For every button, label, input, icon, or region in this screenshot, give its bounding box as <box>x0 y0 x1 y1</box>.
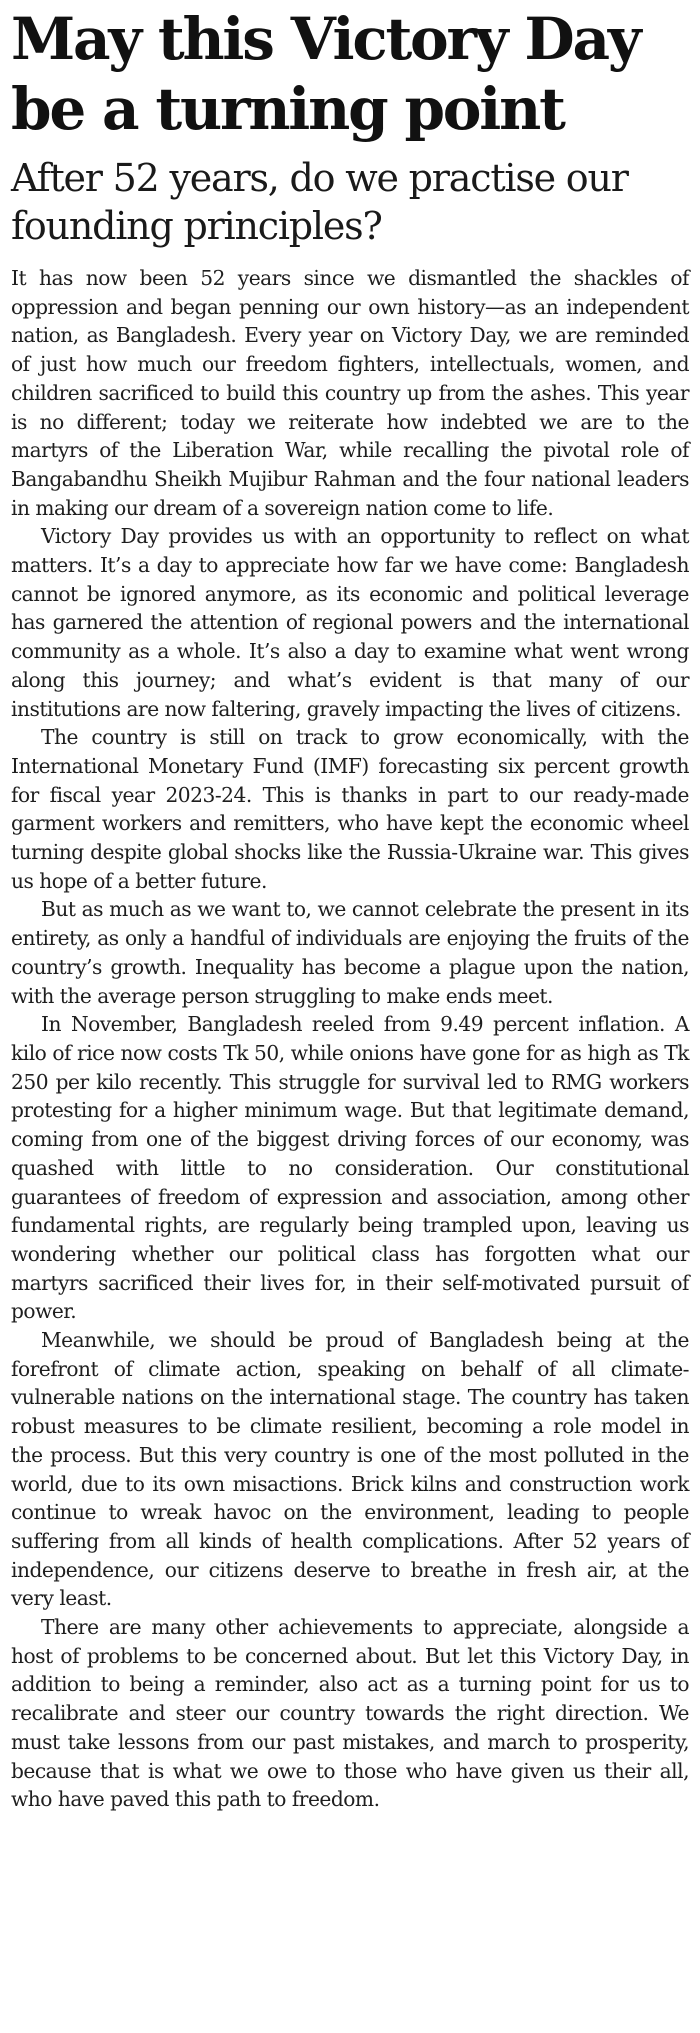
subheadline: After 52 years, do we practise our founding principles? <box>11 156 628 248</box>
paragraph: In November, Bangladesh reeled from 9.49 percent inflation. A kilo of rice now costs Tk 50, while onions have gone for as high as Tk 250 per kilo recently. This struggle for survival led to RMG workers protesting for a higher minimum wage. But that legitimate demand, coming from one of the biggest driving forces of our economy, was quashed with little to no consideration. Our constitutional guarantees of freedom of expression and association, among other fundamental rights, are regularly being trampled upon, leaving us wondering whether our political class has forgotten what our martyrs sacrificed their lives for, in their self-motivated pursuit of power. <box>11 1012 689 1324</box>
paragraph: There are many other achievements to appreciate, alongside a host of problems to be concerned about. But let this Victory Day, in addition to being a reminder, also act as a turning point for us to recalibrate and steer our country towards the right direction. We must take lessons from our past mistakes, and march to prosperity, because that is what we owe to those who have given us their all, who have paved this path to freedom. <box>11 1615 689 1812</box>
paragraph: Victory Day provides us with an opportunity to reflect on what matters. It’s a day to appreciate how far we have come: Bangladesh cannot be ignored anymore, as its economic and political leverage has garnered the attention of regional powers and the international community as a whole. It’s also a day to examine what went wrong along this journey; and what’s evident is that many of our institutions are now faltering, gravely impacting the lives of citizens. <box>11 524 689 721</box>
headline: May this Victory Day be a turning point <box>11 5 640 143</box>
article-body <box>11 264 689 1814</box>
paragraph: Meanwhile, we should be proud of Bangladesh being at the forefront of climate action, speaking on behalf of all climate-vulnerable nations on the international stage. The country has taken robust measures to be climate resilient, becoming a role model in the process. But this very country is one of the most polluted in the world, due to its own misactions. Brick kilns and construction work continue to wreak havoc on the environment, leading to people suffering from all kinds of health complications. After 52 years of independence, our citizens deserve to breathe in fresh air, at the very least. <box>11 1328 689 1611</box>
paragraph: But as much as we want to, we cannot celebrate the present in its entirety, as only a handful of individuals are enjoying the fruits of the country’s growth. Inequality has become a plague upon the nation, with the average person struggling to make ends meet. <box>11 897 689 1008</box>
paragraph: It has now been 52 years since we dismantled the shackles of oppression and began penning our own history—as an independent nation, as Bangladesh. Every year on Victory Day, we are reminded of just how much our freedom fighters, intellectuals, women, and children sacrificed to build this country up from the ashes. This year is no different; today we reiterate how indebted we are to the martyrs of the Liberation War, while recalling the pivotal role of Bangabandhu Sheikh Mujibur Rahman and the four national leaders in making our dream of a sovereign nation come to life. <box>11 266 689 520</box>
paragraph: The country is still on track to grow economically, with the International Monetary Fund (IMF) forecasting six percent growth for fiscal year 2023-24. This is thanks in part to our ready-made garment workers and remitters, who have kept the economic wheel turning despite global shocks like the Russia-Ukraine war. This gives us hope of a better future. <box>11 725 689 893</box>
